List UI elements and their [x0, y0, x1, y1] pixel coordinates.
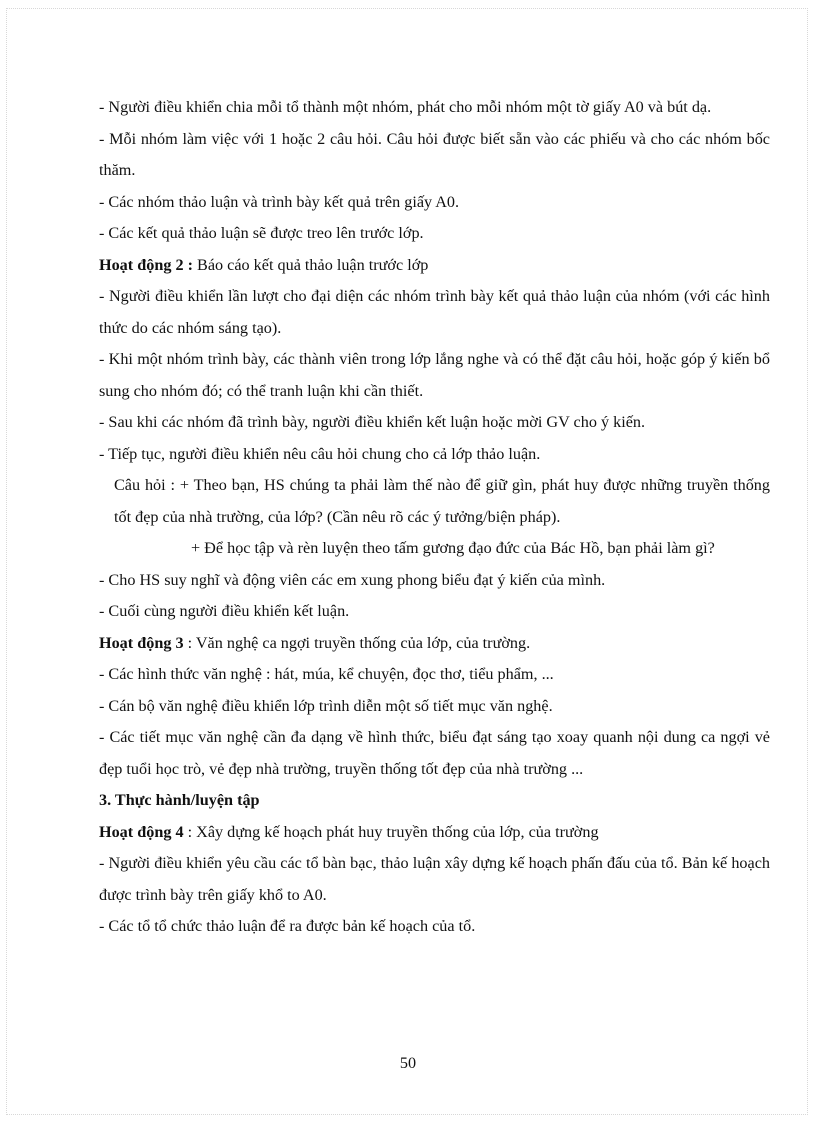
paragraph: - Cuối cùng người điều khiển kết luận.	[99, 602, 350, 620]
document-body	[99, 92, 770, 943]
paragraph: - Các hình thức văn nghệ : hát, múa, kể chuyện, đọc thơ, tiểu phẩm, ...	[99, 665, 554, 683]
page-number: 50	[399, 1054, 417, 1072]
paragraph: - Các tiết mục văn nghệ cần đa dạng về hình thức, biểu đạt sáng tạo xoay quanh nội dung ca ngợi vẻ đẹp tuổi học trò, vẻ đẹp nhà trường, truyền thống tốt đẹp của nhà trường ...	[99, 728, 770, 778]
paragraph: - Cho HS suy nghĩ và động viên các em xung phong biểu đạt ý kiến của mình.	[99, 570, 606, 589]
activity-label: Hoạt động 2 :	[99, 255, 193, 274]
paragraph: - Mỗi nhóm làm việc với 1 hoặc 2 câu hỏi. Câu hỏi được biết sẵn vào các phiếu và cho các nhóm bốc thăm.	[99, 129, 770, 179]
activity-4-heading	[99, 817, 770, 849]
activity-label: Hoạt động 4	[99, 822, 184, 841]
paragraph: - Tiếp tục, người điều khiển nêu câu hỏi chung cho cả lớp thảo luận.	[99, 444, 541, 463]
paragraph: - Người điều khiển yêu cầu các tổ bàn bạc, thảo luận xây dựng kế hoạch phấn đấu của tổ. Bản kế hoạch được trình bày trên giấy khổ to A0.	[99, 854, 770, 904]
activity-label: Hoạt động 3	[99, 633, 184, 652]
paragraph: - Các nhóm thảo luận và trình bày kết quả trên giấy A0.	[99, 192, 460, 211]
question-1: Câu hỏi : + Theo bạn, HS chúng ta phải làm thế nào để giữ gìn, phát huy được những truyền thống tốt đẹp của nhà trường, của lớp? (Cần nêu rõ các ý tưởng/biện pháp).	[114, 476, 770, 526]
paragraph: - Khi một nhóm trình bày, các thành viên trong lớp lắng nghe và có thể đặt câu hỏi, hoặc góp ý kiến bổ sung cho nhóm đó; có thể tranh luận khi cần thiết.	[99, 350, 770, 400]
question-2: + Để học tập và rèn luyện theo tấm gương đạo đức của Bác Hồ, bạn phải làm gì?	[191, 539, 715, 557]
section-heading: 3. Thực hành/luyện tập	[99, 791, 260, 809]
activity-title: Báo cáo kết quả thảo luận trước lớp	[193, 255, 429, 274]
paragraph: - Các kết quả thảo luận sẽ được treo lên trước lớp.	[99, 224, 424, 242]
paragraph: - Người điều khiển chia mỗi tổ thành một nhóm, phát cho mỗi nhóm một tờ giấy A0 và bút dạ.	[99, 98, 712, 116]
activity-title: : Văn nghệ ca ngợi truyền thống của lớp, của trường.	[183, 633, 531, 652]
paragraph: - Sau khi các nhóm đã trình bày, người điều khiển kết luận hoặc mời GV cho ý kiến.	[99, 413, 646, 431]
activity-title: : Xây dựng kế hoạch phát huy truyền thống của lớp, của trường	[183, 822, 599, 841]
paragraph: - Các tổ tổ chức thảo luận để ra được bản kế hoạch của tổ.	[99, 917, 476, 935]
activity-2-heading	[99, 250, 770, 282]
paragraph: - Cán bộ văn nghệ điều khiển lớp trình diễn một số tiết mục văn nghệ.	[99, 696, 553, 715]
paragraph: - Người điều khiển lần lượt cho đại diện các nhóm trình bày kết quả thảo luận của nhóm (với các hình thức do các nhóm sáng tạo).	[99, 287, 770, 337]
activity-3-heading	[99, 628, 770, 660]
